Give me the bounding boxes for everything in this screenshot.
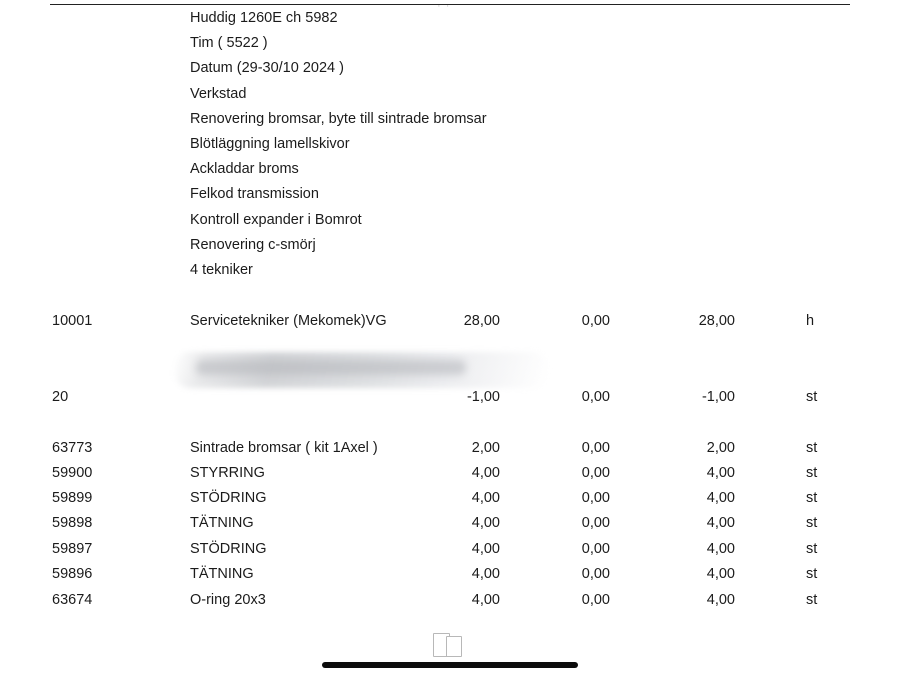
item-quantity: -1,00: [466, 389, 500, 405]
item-unit: st: [806, 490, 818, 506]
item-total: 4,00: [706, 490, 735, 506]
item-code: 63773: [52, 440, 93, 456]
item-unit: st: [806, 389, 818, 405]
work-description-block: [190, 6, 790, 283]
redaction-overlay-core: [196, 360, 466, 375]
description-line: 4 tekniker: [190, 262, 253, 279]
item-total: -1,00: [701, 389, 735, 405]
table-row: [0, 515, 900, 535]
item-discount: 0,00: [581, 440, 610, 456]
item-unit: st: [806, 515, 818, 531]
item-description: TÄTNING: [190, 515, 254, 531]
item-code: 59897: [52, 541, 93, 557]
item-description: Sintrade bromsar ( kit 1Axel ): [190, 440, 378, 456]
item-description: TÄTNING: [190, 566, 254, 582]
document-pages-icon[interactable]: [433, 633, 467, 657]
item-quantity: 28,00: [463, 313, 500, 329]
item-quantity: 4,00: [471, 490, 500, 506]
item-quantity: 4,00: [471, 541, 500, 557]
table-row: [0, 490, 900, 510]
item-description: Servicetekniker (Mekomek)VG: [190, 313, 387, 329]
item-description: STÖDRING: [190, 490, 267, 506]
item-unit: st: [806, 440, 818, 456]
item-quantity: 4,00: [471, 515, 500, 531]
description-line: Felkod transmission: [190, 186, 319, 203]
item-code: 20: [52, 389, 69, 405]
item-discount: 0,00: [581, 490, 610, 506]
item-discount: 0,00: [581, 389, 610, 405]
description-line: Huddig 1260E ch 5982: [190, 10, 338, 26]
item-code: 59896: [52, 566, 93, 582]
item-code: 59899: [52, 490, 93, 506]
description-line: Verkstad: [190, 85, 247, 102]
description-line: Renovering bromsar, byte till sintrade bromsar: [190, 110, 487, 127]
faint-page-mark: · ·: [437, 0, 451, 12]
item-code: 59898: [52, 515, 93, 531]
item-discount: 0,00: [581, 515, 610, 531]
item-description: STYRRING: [190, 465, 265, 481]
item-total: 4,00: [706, 541, 735, 557]
item-total: 28,00: [698, 313, 735, 329]
item-unit: st: [806, 465, 818, 481]
table-row: [0, 566, 900, 586]
item-unit: st: [806, 541, 818, 557]
table-row: [0, 465, 900, 485]
description-line: Kontroll expander i Bomrot: [190, 211, 362, 228]
item-total: 4,00: [706, 592, 735, 608]
item-total: 4,00: [706, 465, 735, 481]
item-discount: 0,00: [581, 566, 610, 582]
item-discount: 0,00: [581, 592, 610, 608]
item-description: O-ring 20x3: [190, 592, 266, 608]
item-code: 59900: [52, 465, 93, 481]
item-total: 4,00: [706, 566, 735, 582]
item-unit: st: [806, 592, 818, 608]
item-total: 4,00: [706, 515, 735, 531]
description-line: Blötläggning lamellskivor: [190, 136, 350, 153]
table-row: [0, 592, 900, 612]
item-discount: 0,00: [581, 465, 610, 481]
description-line: Tim ( 5522 ): [190, 35, 268, 52]
item-quantity: 4,00: [471, 465, 500, 481]
item-quantity: 4,00: [471, 566, 500, 582]
item-unit: h: [806, 313, 815, 329]
item-code: 10001: [52, 313, 93, 329]
table-row: [0, 389, 900, 409]
description-line: Renovering c-smörj: [190, 236, 316, 253]
item-discount: 0,00: [581, 541, 610, 557]
description-line: Ackladdar broms: [190, 161, 299, 178]
table-row: [0, 440, 900, 460]
item-description: STÖDRING: [190, 541, 267, 557]
table-row: [0, 313, 900, 333]
item-unit: st: [806, 566, 818, 582]
description-line: Datum (29-30/10 2024 ): [190, 60, 344, 77]
item-discount: 0,00: [581, 313, 610, 329]
page-sheet-front: [446, 636, 462, 657]
table-row: [0, 541, 900, 561]
item-quantity: 4,00: [471, 592, 500, 608]
item-code: 63674: [52, 592, 93, 608]
item-total: 2,00: [706, 440, 735, 456]
item-quantity: 2,00: [471, 440, 500, 456]
home-indicator[interactable]: [322, 662, 578, 668]
